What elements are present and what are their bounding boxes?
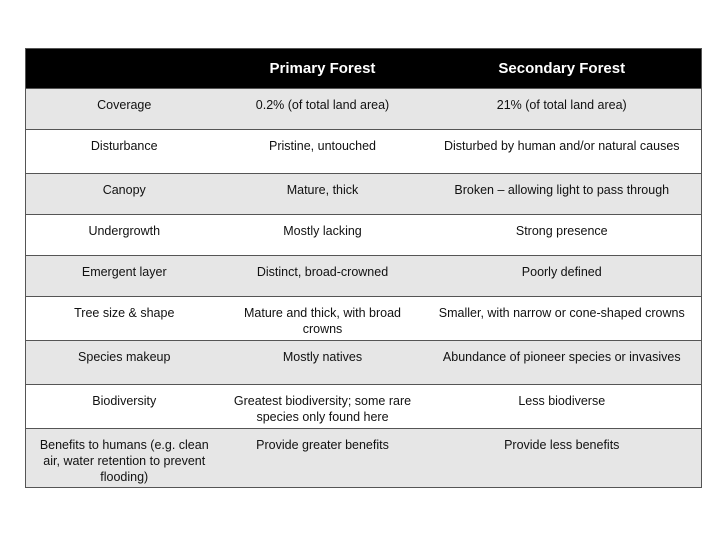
secondary-cell: Abundance of pioneer species or invasives xyxy=(423,341,702,385)
secondary-cell: Broken – allowing light to pass through xyxy=(423,174,702,215)
table-row xyxy=(26,297,702,341)
header-blank-cell xyxy=(26,49,223,89)
primary-cell: 0.2% (of total land area) xyxy=(223,89,423,130)
secondary-cell: 21% (of total land area) xyxy=(423,89,702,130)
secondary-cell: Less biodiverse xyxy=(423,385,702,429)
secondary-cell: Poorly defined xyxy=(423,256,702,297)
table-header-row xyxy=(26,49,702,89)
table-row xyxy=(26,215,702,256)
row-label: Benefits to humans (e.g. clean air, water retention to prevent flooding) xyxy=(26,429,223,488)
row-label: Undergrowth xyxy=(26,215,223,256)
header-secondary-forest: Secondary Forest xyxy=(498,60,626,77)
row-label: Emergent layer xyxy=(26,256,223,297)
table-row xyxy=(26,174,702,215)
secondary-cell: Smaller, with narrow or cone-shaped crowns xyxy=(423,297,702,341)
table-row xyxy=(26,385,702,429)
primary-cell: Provide greater benefits xyxy=(223,429,423,488)
row-label: Tree size & shape xyxy=(26,297,223,341)
secondary-cell: Provide less benefits xyxy=(423,429,702,488)
row-label: Biodiversity xyxy=(26,385,223,429)
table-row xyxy=(26,256,702,297)
row-label: Disturbance xyxy=(26,130,223,174)
primary-cell: Mature, thick xyxy=(223,174,423,215)
table-row xyxy=(26,89,702,130)
secondary-cell: Strong presence xyxy=(423,215,702,256)
table-row xyxy=(26,130,702,174)
table-row xyxy=(26,341,702,385)
row-label: Coverage xyxy=(26,89,223,130)
primary-cell: Greatest biodiversity; some rare species only found here xyxy=(223,385,423,429)
comparison-table-container xyxy=(25,48,701,488)
primary-cell: Mostly lacking xyxy=(223,215,423,256)
forest-comparison-table xyxy=(25,48,702,488)
primary-cell: Pristine, untouched xyxy=(223,130,423,174)
primary-cell: Mostly natives xyxy=(223,341,423,385)
table-row xyxy=(26,429,702,488)
primary-cell: Distinct, broad-crowned xyxy=(223,256,423,297)
row-label: Species makeup xyxy=(26,341,223,385)
header-primary-forest: Primary Forest xyxy=(269,60,376,77)
primary-cell: Mature and thick, with broad crowns xyxy=(223,297,423,341)
secondary-cell: Disturbed by human and/or natural causes xyxy=(423,130,702,174)
row-label: Canopy xyxy=(26,174,223,215)
